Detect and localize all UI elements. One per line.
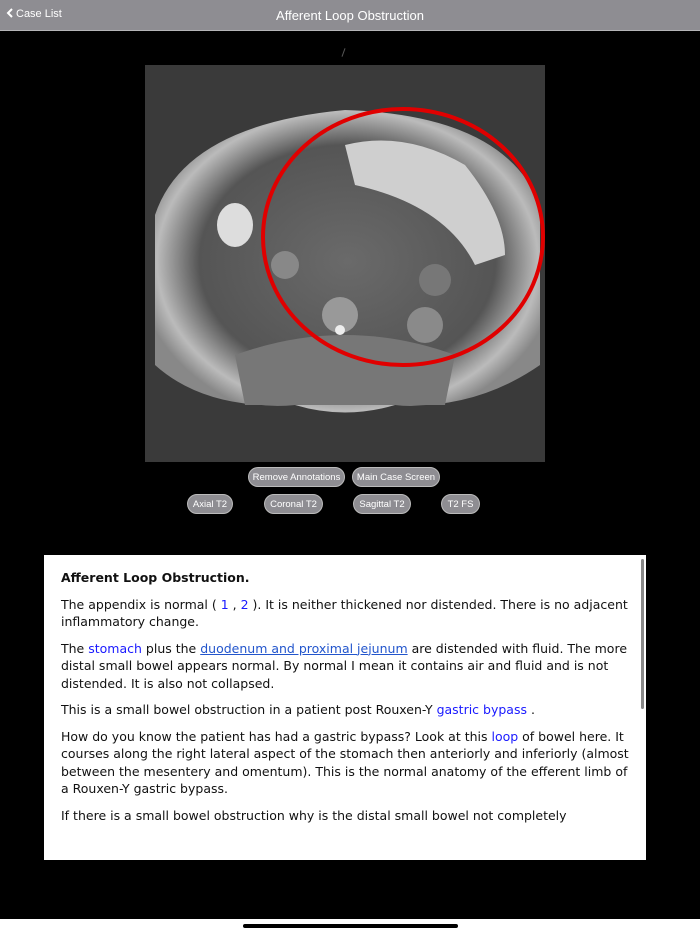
main-case-screen-button[interactable]: Main Case Screen [352,467,440,487]
paragraph-question: If there is a small bowel obstruction why is the distal small bowel not completely [61,807,567,823]
divider-mark [341,48,345,57]
coronal-t2-button[interactable]: Coronal T2 [264,494,323,514]
navigation-bar [0,0,700,31]
remove-annotations-button[interactable]: Remove Annotations [248,467,345,487]
back-label: Case List [16,8,62,20]
link-duodenum-jejunum[interactable]: duodenum and proximal jejunum [200,640,408,656]
mri-scan-graphic [145,65,545,462]
sagittal-t2-button[interactable]: Sagittal T2 [353,494,411,514]
link-image-2[interactable]: 2 [240,596,249,612]
text: How do you know the patient has had a gastric bypass? Look at this [61,728,492,744]
text: of bowel here. It courses along the right lateral aspect of the stomach then anteriorly and inferiorly (almost between the mesentery and omentum). This is the normal anatomy of the efferent limb of a Rouxen-Y gastric bypass. [61,728,629,796]
case-description-panel[interactable] [44,555,646,860]
paragraph-appendix [61,596,629,631]
paragraph-obstruction [61,701,629,719]
text: The appendix is normal ( [61,596,221,612]
text: plus the [141,640,201,656]
link-image-1[interactable]: 1 [220,596,229,612]
link-gastric-bypass[interactable]: gastric bypass [436,702,527,717]
link-loop[interactable]: loop [491,728,519,744]
home-indicator[interactable] [243,924,458,928]
link-stomach[interactable]: stomach [88,640,142,656]
axial-t2-button[interactable]: Axial T2 [187,494,233,514]
paragraph-bypass [61,728,629,798]
text: , [228,596,241,612]
mri-image[interactable] [145,65,545,462]
description-heading: Afferent Loop Obstruction. [61,570,250,585]
text: This is a small bowel obstruction in a patient post Rouxen-Y [61,702,437,717]
text: The [61,640,89,656]
text: are distended with fluid. The more distal small bowel appears normal. By normal I mean it contains air and fluid and is not distended. It is also not collapsed. [61,640,628,691]
scrollbar[interactable] [641,559,644,709]
text: ). It is neither thickened nor distended. There is no adjacent inflammatory change. [61,596,628,629]
t2-fs-button[interactable]: T2 FS [441,494,480,514]
paragraph-stomach [61,640,629,693]
page-title: Afferent Loop Obstruction [276,8,424,23]
text: . [526,702,535,717]
